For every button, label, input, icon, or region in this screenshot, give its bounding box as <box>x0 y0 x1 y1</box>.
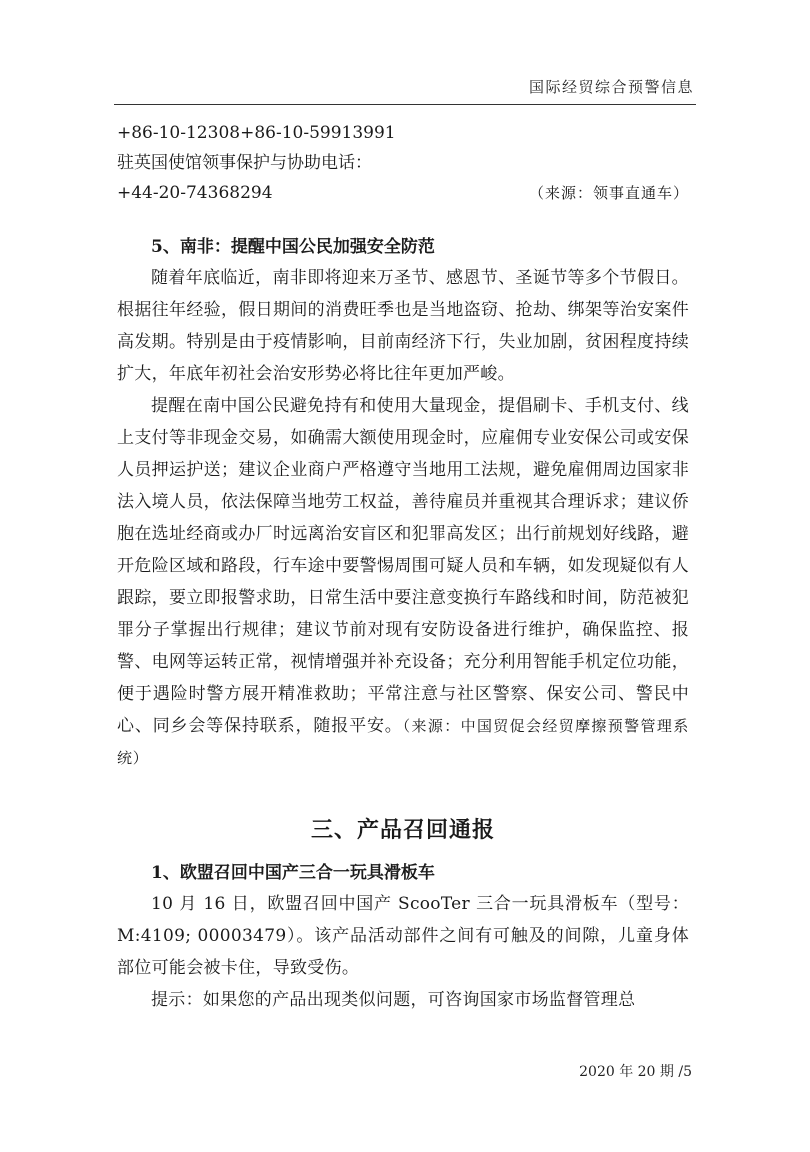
recall-heading: 1、欧盟召回中国产三合一玩具滑板车 <box>151 863 435 883</box>
south-africa-paragraph-2 <box>117 390 689 774</box>
recall-paragraph-2: 提示：如果您的产品出现类似问题，可咨询国家市场监督管理总 <box>151 990 636 1010</box>
page-content <box>117 118 689 1016</box>
south-africa-heading: 5、南非：提醒中国公民加强安全防范 <box>151 237 435 257</box>
south-africa-source: （来源：中国贸促会经贸摩擦预警管理系统） <box>117 717 689 767</box>
south-africa-paragraph-1: 随着年底临近，南非即将迎来万圣节、感恩节、圣诞节等多个节假日。根据往年经验，假日期间的消费旺季也是当地盗窃、抢劫、绑架等治安案件高发期。特别是由于疫情影响，目前南经济下行，失业加剧，贫困程度持续扩大，年底年初社会治安形势必将比往年更加严峻。 <box>117 268 689 384</box>
phone-line-1: +86-10-12308+86-10-59913991 <box>117 123 396 143</box>
header-title: 国际经贸综合预警信息 <box>528 78 694 96</box>
page-header <box>114 76 696 104</box>
header-rule <box>114 104 696 105</box>
source-note: （来源：领事直通车） <box>528 184 689 202</box>
section-title: 三、产品召回通报 <box>310 818 495 843</box>
phone-line-2-row <box>117 178 689 208</box>
embassy-phone-label: 驻英国使馆领事保护与协助电话： <box>117 153 372 173</box>
phone-line-2: +44-20-74368294 <box>117 183 273 203</box>
recall-paragraph-1: 10 月 16 日，欧盟召回中国产 ScooTer 三合一玩具滑板车（型号：M:4109; 00003479）。该产品活动部件之间有可触及的间隙，儿童身体部位可能会被卡住，导致受伤。 <box>117 894 689 978</box>
south-africa-paragraph-2-text: 提醒在南中国公民避免持有和使用大量现金，提倡刷卡、手机支付、线上支付等非现金交易，如确需大额使用现金时，应雇佣专业安保公司或安保人员押运护送；建议企业商户严格遵守当地用工法规，避免雇佣周边国家非法入境人员，依法保障当地劳工权益，善待雇员并重视其合理诉求；建议侨胞在选址经商或办厂时远离治安盲区和犯罪高发区；出行前规划好线路，避开危险区域和路段，行车途中要警惕周围可疑人员和车辆，如发现疑似有人跟踪，要立即报警求助，日常生活中要注意变换行车路线和时间，防范被犯罪分子掌握出行规律；建议节前对现有安防设备进行维护，确保监控、报警、电网等运转正常，视情增强并补充设备；充分利用智能手机定位功能，便于遇险时警方展开精准救助；平常注意与社区警察、保安公司、警民中心、同乡会等保持联系，随报平安。 <box>117 396 689 736</box>
page-footer: 2020 年 20 期 /5 <box>579 1064 692 1080</box>
